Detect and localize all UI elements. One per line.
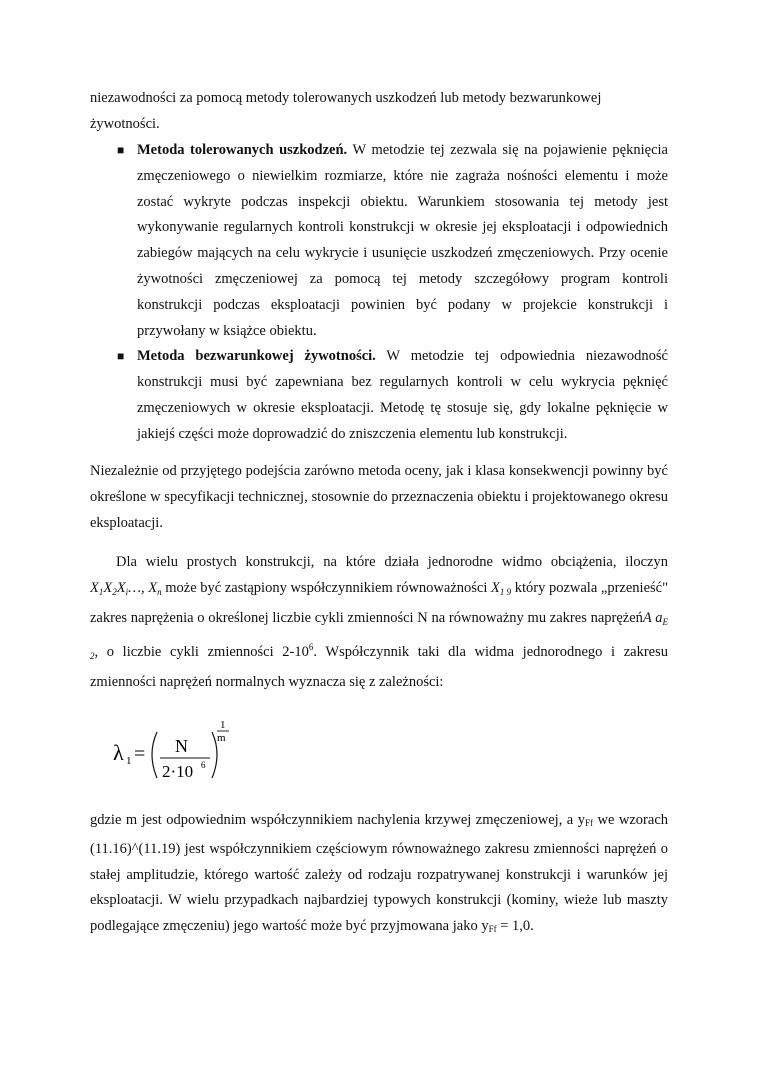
- equivalence-paragraph: Dla wielu prostych konstrukcji, na które działa jednorodne widmo obciążenia, iloczyn $X_1X_2X_i\dots$, $X_n$ może być zastąpiony współczynnikiem równoważności $X_{1 9}$ który pozwala „przenieść" zakres naprężenia o określonej liczbie cykli zmienności N na równoważny mu zakres naprężeńA $a_{E 2}$, o liczbie cykli zmienności $2-10^6$. Współczynnik taki dla widma jednorodnego i zakresu zmienności naprężeń normalnych wyznacza się z zależności:: [90, 554, 668, 691]
- bullet-title: Metoda bezwarunkowej żywotności.: [137, 348, 376, 365]
- list-item: [90, 138, 668, 344]
- formula-numerator: N: [175, 736, 188, 756]
- formula-equals: =: [134, 743, 146, 765]
- bullet-text: W metodzie tej odpowiednia niezawodność konstrukcji musi być zapewniana bez regularnych kontroli w celu wykrycia pęknięć zmęczeniowych w okresie eksploatacji. Metodę tę stosuje się, gdy lokalne pęknięcie w jakiejś części może doprowadzić do zniszczenia elementu lub konstrukcji.: [137, 348, 668, 442]
- lambda-formula: [113, 716, 243, 786]
- formula-power-num: 1: [220, 719, 226, 731]
- formula-left-paren: [152, 732, 157, 778]
- lead-line-1: niezawodności za pomocą metody tolerowanych uszkodzeń lub metody bezwarunkowej: [90, 90, 602, 106]
- formula-denominator-exp: 6: [201, 760, 206, 770]
- formula-lambda-sub: 1: [126, 755, 132, 767]
- method-list: [90, 138, 668, 448]
- lead-line-2: żywotności.: [90, 115, 160, 132]
- bullet-text: W metodzie tej zezwala się na pojawienie pęknięcia zmęczeniowego o niewielkim rozmiarze, które nie zagraża nośności elementu i może zostać wykryte podczas inspekcji obiektu. Warunkiem stosowania tej metody jest wykonywanie regularnych kontroli konstrukcji w okresie jej eksploatacji i odpowiednich zabiegów mających na celu wykrycie i usunięcie uszkodzeń zmęczeniowych. Przy ocenie żywotności zmęczeniowej za pomocą tej metody szczegółowy program kontroli konstrukcji podczas eksploatacji powinien być podany w projekcie konstrukcji i przywołany w książce obiektu.: [137, 142, 668, 339]
- square-bullet-icon: ■: [117, 349, 125, 364]
- formula-denominator: 2·10: [162, 762, 194, 781]
- gdzie-paragraph: gdzie m jest odpowiednim współczynnikiem nachylenia krzywej zmęczeniowej, a yFf we wzorach (11.16)^(11.19) jest współczynnikiem częściowym równoważnego zakresu zmienności naprężeń o stałej amplitudzie, którego wartość zależy od rodzaju rozpatrywanej konstrukcji i warunków jej eksploatacji. W wielu przypadkach najbardziej typowych konstrukcji (kominy, wieże lub maszty podlegające zmęczeniu) jego wartość może być przyjmowana jako yFf = 1,0.: [90, 812, 669, 935]
- lead-paragraph: [90, 86, 668, 138]
- formula-lambda: λ: [113, 740, 124, 765]
- after-bullets-paragraph: Niezależnie od przyjętego podejścia zarówno metoda oceny, jak i klasa konsekwencji powinny być określone w specyfikacji technicznej, stosownie do przeznaczenia obiektu i projektowanego okresu eksploatacji.: [90, 463, 668, 531]
- square-bullet-icon: ■: [117, 143, 125, 157]
- formula-power-den: m: [217, 732, 226, 744]
- list-item: [90, 344, 668, 447]
- bullet-title: Metoda tolerowanych uszkodzeń.: [137, 142, 348, 158]
